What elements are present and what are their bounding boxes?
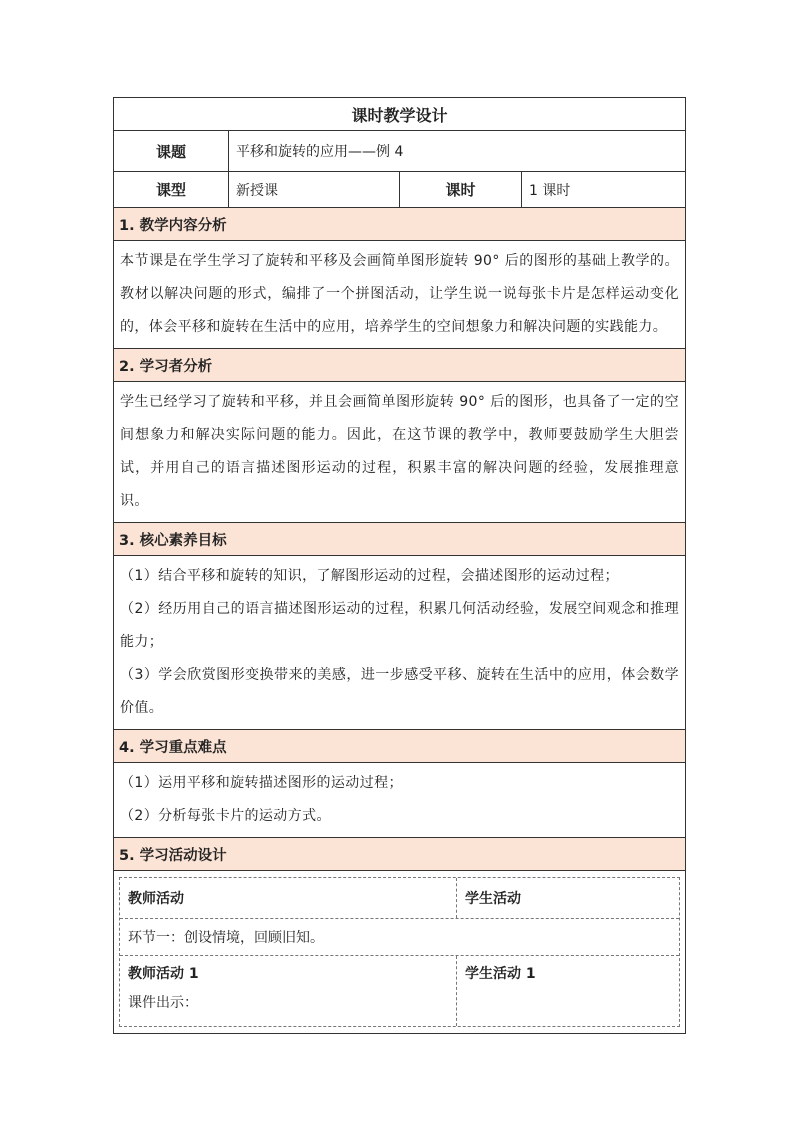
student-activity-cell bbox=[456, 956, 679, 1026]
section-body bbox=[114, 763, 685, 838]
section-heading: 5. 学习活动设计 bbox=[114, 838, 685, 871]
section-heading: 2. 学习者分析 bbox=[114, 349, 685, 382]
student-activity-header: 学生活动 bbox=[456, 878, 679, 918]
paragraph: （2）经历用自己的语言描述图形运动的过程，积累几何活动经验，发展空间观念和推理能力； bbox=[120, 601, 679, 650]
paragraph: （1）结合平移和旋转的知识，了解图形运动的过程，会描述图形的运动过程； bbox=[120, 568, 619, 584]
stage-title: 环节一：创设情境，回顾旧知。 bbox=[128, 930, 324, 946]
hours-value: 1 课时 bbox=[529, 182, 571, 199]
stage-row bbox=[120, 919, 679, 956]
activity-table bbox=[119, 877, 680, 1027]
section-body bbox=[114, 241, 685, 349]
type-row bbox=[114, 172, 685, 208]
lesson-plan-table bbox=[113, 97, 686, 1034]
paragraph: 本节课是在学生学习了旋转和平移及会画简单图形旋转 90° 后的图形的基础上教学的。教材以解决问题的形式，编排了一个拼图活动，让学生说一说每张卡片是怎样运动变化的，体会平移和旋转在生活中的应用，培养学生的空间想象力和解决问题的实践能力。 bbox=[120, 253, 679, 335]
teacher-activity-header: 教师活动 bbox=[128, 891, 184, 907]
teacher-activity-title: 教师活动 1 bbox=[128, 966, 199, 982]
section-body bbox=[114, 382, 685, 523]
teacher-activity-cell bbox=[120, 956, 456, 1026]
paragraph: （2）分析每张卡片的运动方式。 bbox=[120, 808, 331, 824]
section-heading: 3. 核心素养目标 bbox=[114, 523, 685, 556]
type-label: 课型 bbox=[114, 172, 229, 207]
section-body bbox=[114, 556, 685, 730]
hours-label: 课时 bbox=[400, 172, 522, 207]
paragraph: 学生已经学习了旋转和平移，并且会画简单图形旋转 90° 后的图形，也具备了一定的空间想象力和解决实际问题的能力。因此，在这节课的教学中，教师要鼓励学生大胆尝试，并用自己的语言描述图形运动的过程，积累丰富的解决问题的经验，发展推理意识。 bbox=[120, 394, 679, 509]
activity-header-row bbox=[120, 878, 679, 919]
student-activity-title: 学生活动 1 bbox=[465, 966, 536, 982]
topic-label: 课题 bbox=[114, 131, 229, 171]
teacher-activity-text: 课件出示： bbox=[128, 995, 198, 1011]
activity-body bbox=[114, 871, 685, 1033]
section-heading: 1. 教学内容分析 bbox=[114, 208, 685, 241]
paragraph: （3）学会欣赏图形变换带来的美感，进一步感受平移、旋转在生活中的应用，体会数学价值。 bbox=[120, 667, 679, 716]
activity-row bbox=[120, 956, 679, 1026]
topic-row bbox=[114, 131, 685, 172]
doc-title: 课时教学设计 bbox=[114, 98, 685, 131]
paragraph: （1）运用平移和旋转描述图形的运动过程； bbox=[120, 775, 403, 791]
section-heading: 4. 学习重点难点 bbox=[114, 730, 685, 763]
topic-value: 平移和旋转的应用——例 4 bbox=[236, 144, 404, 160]
type-value: 新授课 bbox=[229, 172, 400, 207]
